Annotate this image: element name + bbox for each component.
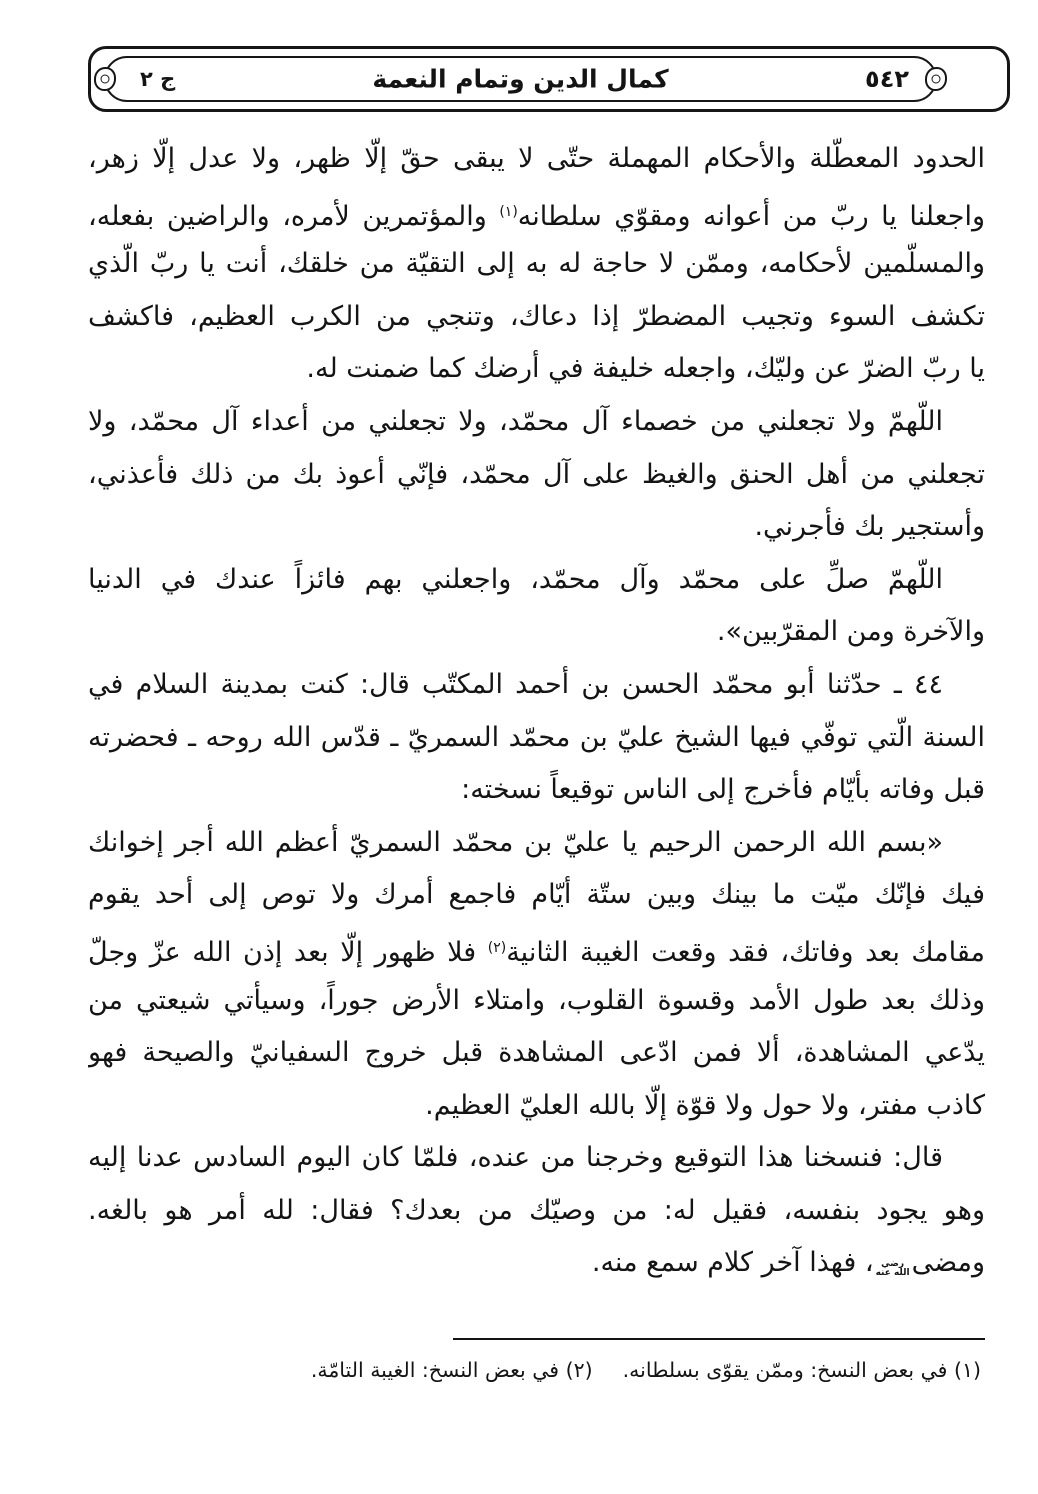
text-line xyxy=(88,606,985,659)
footnote-item: (٢) في بعض النسخ: الغيبة التامّة. xyxy=(310,1358,593,1382)
text-line xyxy=(88,291,985,344)
text-line xyxy=(88,1185,985,1238)
text-run: قبل وفاته بأيّام فأخرج إلى الناس توقيعاً نسخته: xyxy=(461,774,985,806)
text-run: تكشف السوء وتجيب المضطرّ إذا دعاك، وتنجي من الكرب العظيم، فاكشف xyxy=(88,300,985,332)
text-line xyxy=(88,1132,985,1185)
text-run: ٤٤ ـ حدّثنا أبو محمّد الحسن بن أحمد المكتّب قال: كنت بمدينة السلام في xyxy=(88,668,943,700)
text-line xyxy=(88,343,985,396)
text-line xyxy=(88,712,985,765)
text-line xyxy=(88,1080,985,1133)
footnote-separator xyxy=(453,1338,985,1340)
text-run: السنة الّتي توفّي فيها الشيخ عليّ بن محمّد السمريّ ـ قدّس الله روحه ـ فحضرته xyxy=(88,721,985,753)
text-run: وهو يجود بنفسه، فقيل له: من وصيّك من بعدك؟ فقال: لله أمر هو بالغه. xyxy=(88,1194,985,1226)
text-line xyxy=(88,186,985,239)
text-line xyxy=(88,449,985,502)
footnotes xyxy=(80,1350,981,1390)
text-run: ، فهذا آخر كلام سمع منه. xyxy=(591,1247,874,1279)
text-line xyxy=(88,817,985,870)
footnote-ref: (٢) xyxy=(487,939,507,956)
text-run: والآخرة ومن المقرّبين». xyxy=(716,616,985,648)
footnote-ref: (١) xyxy=(499,203,518,220)
text-run: يدّعي المشاهدة، ألا فمن ادّعى المشاهدة قبل خروج السفيانيّ والصيحة فهو xyxy=(88,1037,985,1069)
text-run: والمسلّمين لأحكامه، وممّن لا حاجة له به إلى التقيّة من خلقك، أنت يا ربّ الّذي xyxy=(88,248,985,280)
text-line xyxy=(88,396,985,449)
text-line xyxy=(88,238,985,291)
text-run: فلا ظهور إلّا بعد إذن الله عزّ وجلّ xyxy=(88,936,488,968)
text-run: وذلك بعد طول الأمد وقسوة القلوب، وامتلاء الأرض جوراً، وسيأتي شيعتي من xyxy=(88,984,985,1016)
text-line xyxy=(88,869,985,922)
text-run: الحدود المعطّلة والأحكام المهملة حتّى لا يبقى حقّ إلّا ظهر، ولا عدل إلّا زهر، xyxy=(88,143,985,174)
text-run: ومضى xyxy=(911,1247,985,1279)
text-run: والمؤتمرين لأمره، والراضين بفعله، xyxy=(88,200,500,232)
page-number: ٥٤٢ xyxy=(865,65,909,93)
text-run: تجعلني من أهل الحنق والغيظ على آل محمّد، فإنّي أعوذ بك من ذلك فأعذني، xyxy=(88,458,985,490)
text-run: كاذب مفتر، ولا حول ولا قوّة إلّا بالله العليّ العظيم. xyxy=(425,1089,985,1121)
text-run: اللّهمّ صلِّ على محمّد وآل محمّد، واجعلني بهم فائزاً عندك في الدنيا xyxy=(88,563,943,595)
text-line xyxy=(88,1027,985,1080)
text-line xyxy=(88,554,985,607)
text-run: فيك فإنّك ميّت ما بينك وبين ستّة أيّام فاجمع أمرك ولا توص إلى أحد يقوم xyxy=(88,879,985,911)
text-run: واجعلنا يا ربّ من أعوانه ومقوّي سلطانه xyxy=(517,200,985,232)
text-run: مقامك بعد وفاتك، فقد وقعت الغيبة الثانية xyxy=(506,936,985,968)
text-line xyxy=(88,659,985,712)
header-cartouche-inner xyxy=(104,56,937,102)
text-run: وأستجير بك فأجرني. xyxy=(754,511,985,543)
volume-label: ج ٢ xyxy=(140,67,176,91)
text-run: يا ربّ الضرّ عن وليّك، واجعله خليفة في أرضك كما ضمنت له. xyxy=(306,353,985,385)
text-line xyxy=(88,501,985,554)
honorific-emblem: رضي الله عنه xyxy=(875,1259,910,1279)
text-run: قال: فنسخنا هذا التوقيع وخرجنا من عنده، فلمّا كان اليوم السادس عدنا إليه xyxy=(88,1142,943,1174)
text-line xyxy=(88,975,985,1028)
text-line xyxy=(88,1237,985,1290)
text-line xyxy=(88,922,985,975)
book-title: كمال الدين وتمام النعمة xyxy=(372,64,669,94)
footnote-item: (١) في بعض النسخ: وممّن يقوّى بسلطانه. xyxy=(622,1358,981,1382)
body-lines xyxy=(88,133,985,1290)
text-run: اللّهمّ ولا تجعلني من خصماء آل محمّد، ولا تجعلني من أعداء آل محمّد، ولا xyxy=(88,405,943,437)
text-line xyxy=(88,764,985,817)
text-line xyxy=(88,133,985,186)
header-cartouche-outer xyxy=(88,46,1010,112)
text-run: «بسم الله الرحمن الرحيم يا عليّ بن محمّد السمريّ أعظم الله أجر إخوانك xyxy=(88,826,943,858)
